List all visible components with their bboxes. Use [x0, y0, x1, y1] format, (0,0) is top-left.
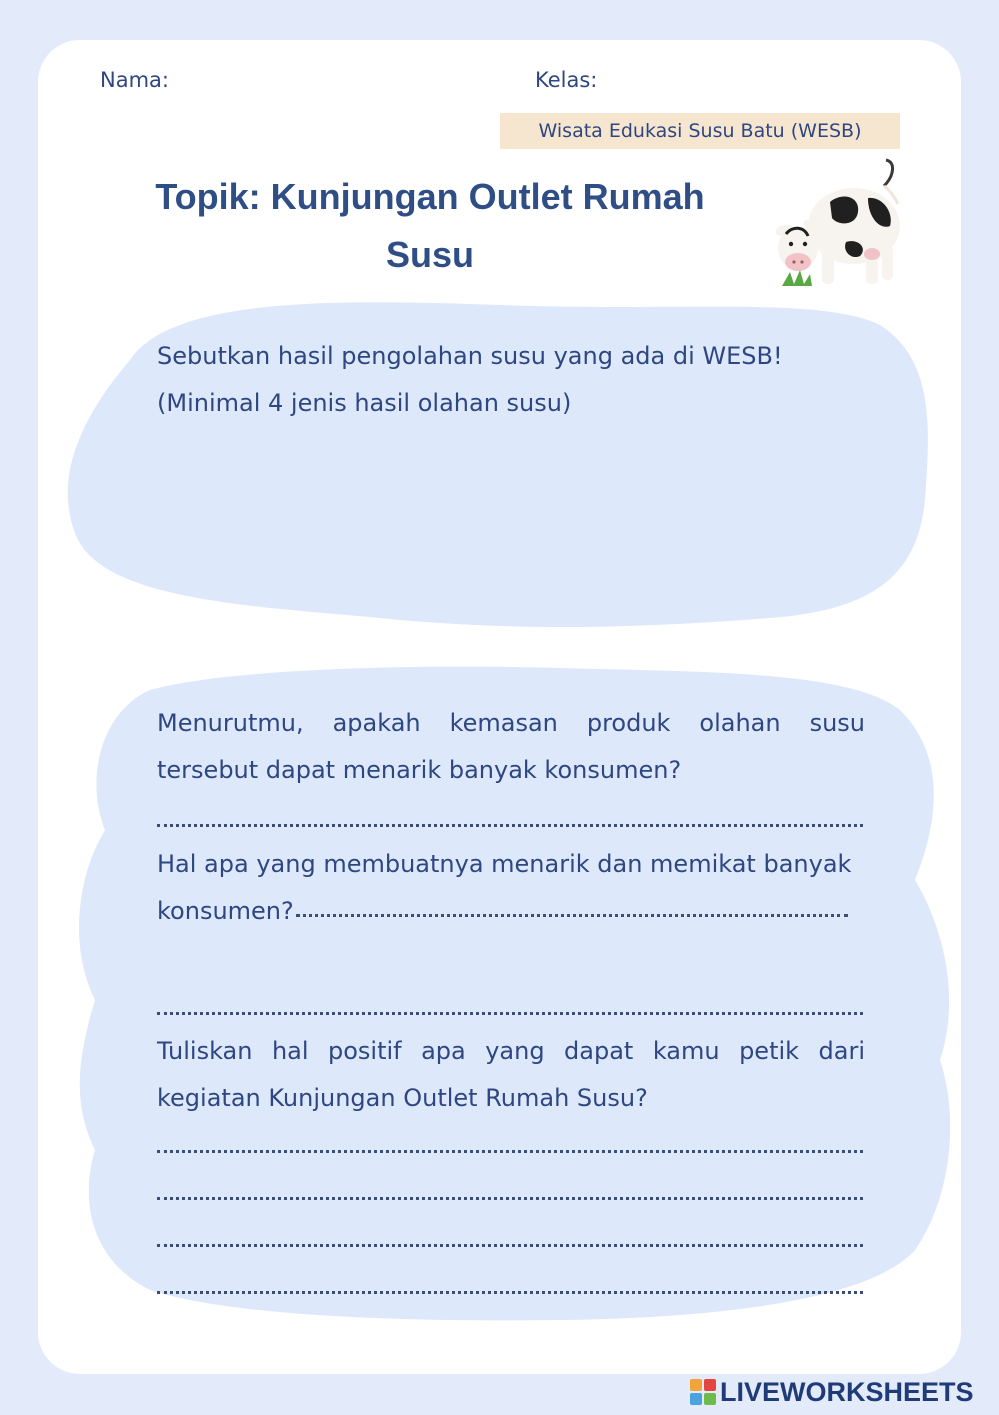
question-3 — [157, 841, 865, 935]
question-2: Menurutmu, apakah kemasan produk olahan susu tersebut dapat menarik banyak konsumen? — [157, 709, 865, 784]
question-4: Tuliskan hal positif apa yang dapat kamu petik dari kegiatan Kunjungan Outlet Rumah Susu? — [157, 1037, 865, 1112]
answer-line-q4-1[interactable] — [157, 1150, 863, 1153]
question-3-line-2 — [157, 888, 865, 935]
cow-illustration — [772, 156, 904, 292]
question-1-line-1: Sebutkan hasil pengolahan susu yang ada di WESB! — [157, 342, 783, 370]
answer-line-q2[interactable] — [157, 824, 863, 827]
answer-line-q4-2[interactable] — [157, 1197, 863, 1200]
name-label: Nama: — [100, 68, 169, 92]
liveworksheets-brand[interactable] — [690, 1376, 974, 1408]
question-3-word: konsumen? — [157, 897, 294, 925]
location-tag: Wisata Edukasi Susu Batu (WESB) — [500, 113, 900, 149]
answer-line-q4-3[interactable] — [157, 1244, 863, 1247]
title-line-1: Topik: Kunjungan Outlet Rumah — [155, 176, 705, 217]
class-label: Kelas: — [535, 68, 598, 92]
question-3-text: Hal apa yang membuatnya menarik dan memikat banyak — [157, 850, 852, 878]
liveworksheets-logo-icon — [690, 1379, 716, 1405]
page-title — [120, 168, 740, 284]
brand-text: LIVEWORKSHEETS — [720, 1376, 974, 1407]
question-1-line-2: (Minimal 4 jenis hasil olahan susu) — [157, 389, 572, 417]
answer-line-q3[interactable] — [157, 1012, 863, 1015]
question-1 — [157, 333, 865, 427]
answer-line-q3-inline[interactable] — [296, 914, 848, 917]
answer-line-q4-4[interactable] — [157, 1291, 863, 1294]
title-line-2: Susu — [385, 234, 474, 275]
